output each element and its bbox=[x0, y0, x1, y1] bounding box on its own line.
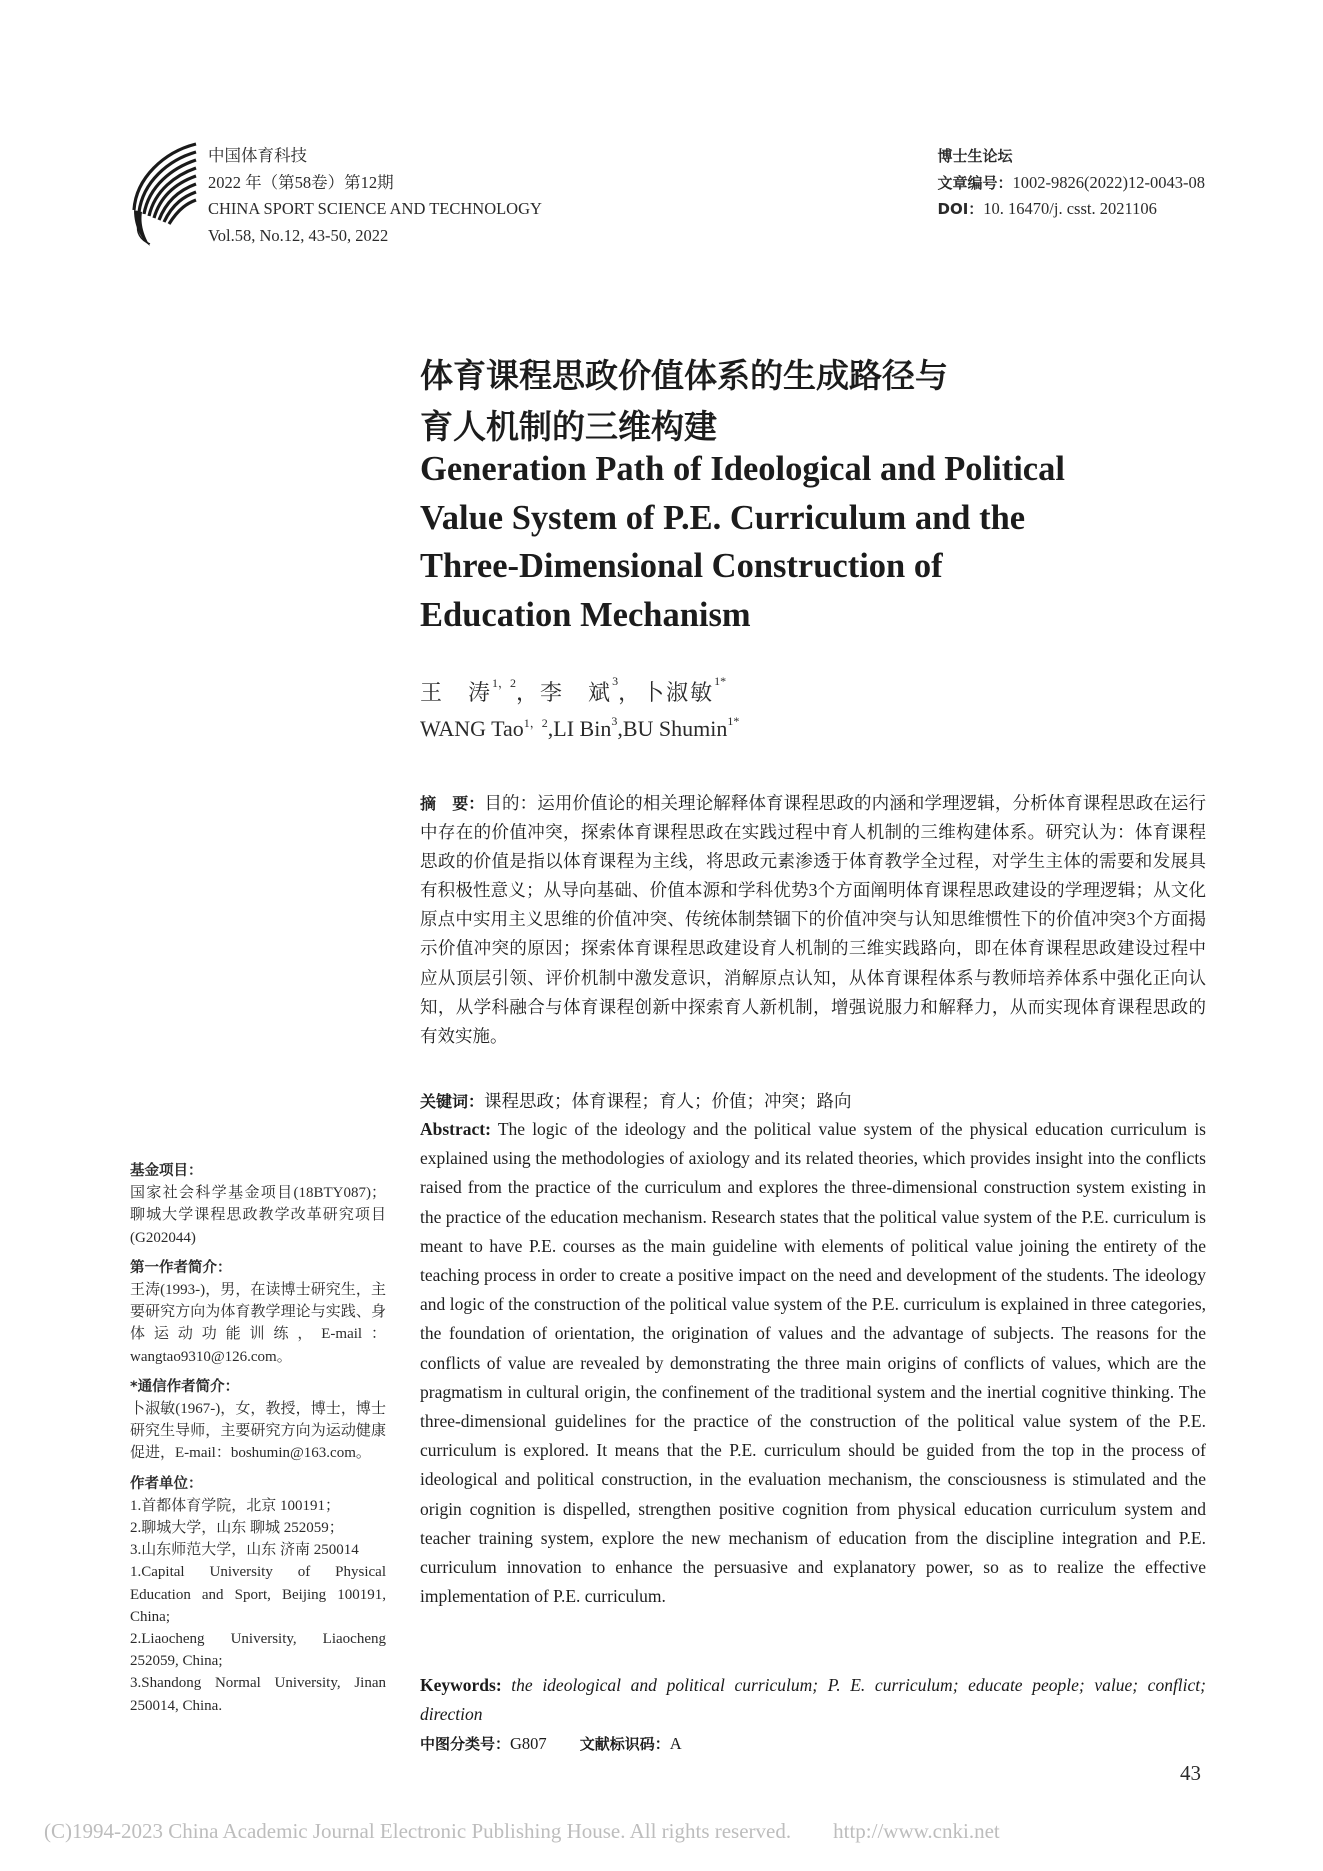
author-affil: 1，2 bbox=[492, 676, 517, 690]
abstract-en-label: Abstract: bbox=[420, 1119, 491, 1139]
journal-name-en: CHINA SPORT SCIENCE AND TECHNOLOGY bbox=[208, 199, 542, 218]
issue-en: Vol.58, No.12, 43-50, 2022 bbox=[208, 225, 389, 245]
journal-header bbox=[208, 143, 542, 249]
corr-author-text: 卜淑敏(1967-)，女，教授，博士，博士研究生导师，主要研究方向为运动健康促进，E-mail：boshumin@163.com。 bbox=[130, 1401, 386, 1462]
author-name: LI Bin bbox=[553, 716, 612, 741]
keywords-en-text: the ideological and political curriculum; P. E. curriculum; educate people; value; conflict; direction bbox=[420, 1675, 1206, 1725]
column-name: 博士生论坛 bbox=[937, 147, 1013, 165]
abstract-zh bbox=[420, 789, 1206, 1051]
abstract-en bbox=[420, 1115, 1206, 1611]
doc-code-label: 文献标识码： bbox=[579, 1735, 670, 1753]
keywords-zh-label: 关键词： bbox=[420, 1092, 485, 1111]
first-author-text: 王涛(1993-)，男，在读博士研究生，主要研究方向为体育教学理论与实践、身体运动功能训练，E-mail：wangtao9310@126.com。 bbox=[130, 1282, 386, 1365]
abstract-en-text: The logic of the ideology and the political value system of the physical education curriculum is explained using the methodologies of axiology and its related theories, which provides insight into the conflicts raised from the practice of the curriculum and explores the three-dimensional construction system existing in the practice of the education mechanism. Research states that the political value system of the P.E. curriculum is meant to have P.E. courses as the main guideline with elements of political value joining the entirety of the teaching process in order to create a positive impact on the need and development of the students. The ideology and logic of the construction of the political value system of the P.E. curriculum is explained in three categories, the foundation of orientation, the origination of values and the advantage of subjects. The reasons for the conflicts of value are revealed by demonstrating the three main origins of conflicts of values, which are the pragmatism in cultural origin, the confinement of the traditional system and the inertial cognitive thinking. The three-dimensional guidelines for the practice of the construction of the political value system of the P.E. curriculum is explored. It means that the P.E. curriculum should be guided from the top in the process of ideological and political construction, in the evaluation mechanism, the consciousness is stimulated and the origin cognition is dispelled, strengthen positive cognition from physical education curriculum system and teacher training system, explore the new mechanism of education from the discipline integration and P.E. curriculum innovation to enhance the persuasive and explanatory power, so as to realize the effective implementation of P.E. curriculum. bbox=[420, 1119, 1206, 1607]
title-en-line: Education Mechanism bbox=[420, 595, 751, 634]
authors-en: WANG Tao$^{1,2}$,LI Bin$^3$,BU Shumin$^{1*}$ bbox=[420, 714, 740, 741]
journal-logo-icon bbox=[128, 140, 198, 250]
affiliation: 2.Liaocheng University, Liaocheng 252059, China; bbox=[130, 1631, 386, 1670]
title-en bbox=[420, 445, 1200, 639]
sidebar-notes bbox=[130, 1160, 386, 1717]
author-affil: 3 bbox=[612, 674, 619, 688]
author-name: 王 涛 bbox=[420, 680, 493, 705]
article-no-label: 文章编号： bbox=[937, 173, 1013, 192]
journal-name-cn: 中国体育科技 bbox=[208, 146, 307, 165]
title-zh-line: 体育课程思政价值体系的生成路径与 bbox=[420, 356, 948, 395]
author-affil: 1，2 bbox=[523, 716, 548, 730]
classification bbox=[420, 1729, 682, 1759]
author-name: 卜淑敏 bbox=[642, 680, 715, 705]
authors-zh: 王 涛$^{1,2}$，李 斌$^3$，卜淑敏$^{1*}$ bbox=[420, 674, 727, 705]
doi-label: DOI： bbox=[937, 200, 984, 218]
author-name: WANG Tao bbox=[420, 716, 524, 741]
affiliation: 3.Shandong Normal University, Jinan 250014, China. bbox=[130, 1675, 386, 1714]
clc-label: 中图分类号： bbox=[420, 1735, 511, 1753]
author-affil: 1* bbox=[727, 714, 740, 728]
copyright-watermark: (C)1994-2023 China Academic Journal Electronic Publishing House. All rights reserved. http://www.cnki.net bbox=[44, 1819, 1000, 1843]
title-zh-line: 育人机制的三维构建 bbox=[420, 407, 717, 446]
keywords-en bbox=[420, 1671, 1206, 1729]
affiliation-label: 作者单位： bbox=[130, 1475, 203, 1492]
affiliation: 2.聊城大学，山东 聊城 252059； bbox=[130, 1520, 344, 1537]
author-name: BU Shumin bbox=[622, 716, 728, 741]
issue-cn: 2022 年（第58卷）第12期 bbox=[208, 172, 394, 192]
article-no: 1002-9826(2022)12-0043-08 bbox=[1012, 172, 1205, 192]
keywords-zh-text: 课程思政；体育课程；育人；价值；冲突；路向 bbox=[484, 1091, 852, 1111]
page-number: 43 bbox=[1180, 1761, 1201, 1785]
first-author-label: 第一作者简介： bbox=[130, 1259, 232, 1276]
fund-label: 基金项目： bbox=[130, 1163, 203, 1179]
title-en-line: Generation Path of Ideological and Political bbox=[420, 450, 1065, 488]
article-meta bbox=[938, 143, 1206, 223]
title-en-line: Three-Dimensional Construction of bbox=[420, 547, 943, 585]
author-affil: 1* bbox=[714, 674, 727, 688]
keywords-zh bbox=[420, 1087, 1206, 1116]
clc-code: G807 bbox=[510, 1734, 547, 1753]
abstract-zh-label: 摘 要： bbox=[420, 794, 485, 813]
corr-author-label: *通信作者简介： bbox=[130, 1378, 240, 1395]
affiliation: 1.Capital University of Physical Education and Sport, Beijing 100191, China; bbox=[130, 1564, 386, 1625]
affiliation: 3.山东师范大学，山东 济南 250014 bbox=[130, 1542, 359, 1559]
affiliation: 1.首都体育学院，北京 100191； bbox=[130, 1497, 341, 1514]
fund-text: 国家社会科学基金项目(18BTY087)；聊城大学课程思政教学改革研究项目(G202044) bbox=[130, 1185, 386, 1246]
doi: 10. 16470/j. csst. 2021106 bbox=[983, 199, 1157, 218]
author-name: 李 斌 bbox=[540, 680, 613, 705]
abstract-zh-text: 目的：运用价值论的相关理论解释体育课程思政的内涵和学理逻辑，分析体育课程思政在运行中存在的价值冲突，探索体育课程思政在实践过程中育人机制的三维构建体系。研究认为：体育课程思政的价值是指以体育课程为主线，将思政元素渗透于体育教学全过程，对学生主体的需要和发展具有积极性意义；从导向基础、价值本源和学科优势3个方面阐明体育课程思政建设的学理逻辑；从文化原点中实用主义思维的价值冲突、传统体制禁锢下的价值冲突与认知思维惯性下的价值冲突3个方面揭示价值冲突的原因；探索体育课程思政建设育人机制的三维实践路向，即在体育课程思政建设过程中应从顶层引领、评价机制中激发意识，消解原点认知，从体育课程体系与教师培养体系中强化正向认知，从学科融合与体育课程创新中探索育人新机制，增强说服力和解释力，从而实现体育课程思政的有效实施。 bbox=[420, 793, 1206, 1046]
keywords-en-label: Keywords: bbox=[420, 1675, 502, 1695]
doc-code: A bbox=[669, 1734, 682, 1753]
title-zh bbox=[420, 350, 948, 452]
title-en-line: Value System of P.E. Curriculum and the bbox=[420, 498, 1026, 537]
author-affil: 3 bbox=[611, 714, 618, 728]
